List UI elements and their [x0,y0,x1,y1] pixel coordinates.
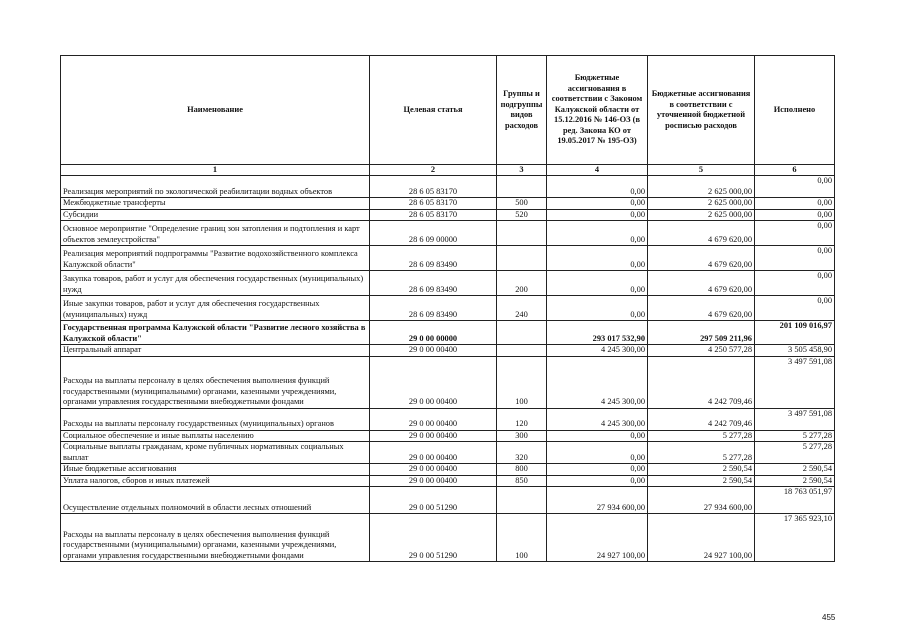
row-refined-amount: 24 927 100,00 [648,514,755,562]
header-target-article: Целевая статья [370,56,497,165]
row-refined-amount: 2 590,54 [648,464,755,476]
row-refined-amount: 297 509 211,96 [648,321,755,345]
row-name: Осуществление отдельных полномочий в области лесных отношений [61,487,370,514]
header-refined-allocations: Бюджетные ассигнования в соответствии с уточненной бюджетной росписью расходов [648,56,755,165]
row-name: Социальные выплаты гражданам, кроме публичных нормативных социальных выплат [61,442,370,464]
row-name: Межбюджетные трансферты [61,198,370,210]
row-name: Реализация мероприятий подпрограммы "Развитие водохозяйственного комплекса Калужской области" [61,246,370,271]
table-row [61,246,835,271]
column-number: 3 [497,165,547,176]
row-law-amount: 4 245 300,00 [547,408,648,430]
table-body [61,176,835,562]
row-refined-amount: 4 242 709,46 [648,356,755,408]
row-expense-group: 100 [497,356,547,408]
row-name: Расходы на выплаты персоналу государственных (муниципальных) органов [61,408,370,430]
table-row [61,487,835,514]
row-law-amount: 293 017 532,90 [547,321,648,345]
row-target-article: 28 6 05 83170 [370,198,497,210]
row-executed-amount: 0,00 [755,198,835,210]
column-number: 6 [755,165,835,176]
row-target-article: 28 6 09 83490 [370,271,497,296]
row-refined-amount: 4 250 577,28 [648,345,755,357]
row-name: Государственная программа Калужской области "Развитие лесного хозяйства в Калужской области" [61,321,370,345]
row-executed-amount: 3 497 591,08 [755,408,835,430]
row-law-amount: 0,00 [547,198,648,210]
row-expense-group [497,246,547,271]
row-expense-group [497,321,547,345]
row-target-article: 28 6 05 83170 [370,209,497,221]
row-name: Расходы на выплаты персоналу в целях обеспечения выполнения функций государственными (муниципальными) органами, казенными учреждениями, органами управления государственными внебюджетными фондами [61,356,370,408]
row-name: Реализация мероприятий по экологической реабилитации водных объектов [61,176,370,198]
row-name: Уплата налогов, сборов и иных платежей [61,475,370,487]
row-target-article: 29 0 00 00400 [370,464,497,476]
table-row [61,296,835,321]
row-law-amount: 0,00 [547,221,648,246]
row-law-amount: 0,00 [547,475,648,487]
row-expense-group [497,345,547,357]
row-name: Расходы на выплаты персоналу в целях обеспечения выполнения функций государственными (муниципальными) органами, казенными учреждениями, органами управления государственными внебюджетными фондами [61,514,370,562]
column-number: 2 [370,165,497,176]
row-target-article: 29 0 00 00400 [370,430,497,442]
row-target-article: 29 0 00 51290 [370,487,497,514]
row-refined-amount: 4 679 620,00 [648,296,755,321]
row-executed-amount: 3 505 458,90 [755,345,835,357]
row-target-article: 29 0 00 00400 [370,442,497,464]
row-refined-amount: 2 590,54 [648,475,755,487]
row-target-article: 29 0 00 00400 [370,356,497,408]
row-name: Центральный аппарат [61,345,370,357]
row-refined-amount: 2 625 000,00 [648,176,755,198]
table-row [61,475,835,487]
table-row [61,464,835,476]
row-law-amount: 0,00 [547,209,648,221]
row-target-article: 29 0 00 00000 [370,321,497,345]
header-name: Наименование [61,56,370,165]
row-law-amount: 4 245 300,00 [547,356,648,408]
table-row [61,442,835,464]
row-target-article: 28 6 05 83170 [370,176,497,198]
budget-table [60,55,835,562]
row-executed-amount: 201 109 016,97 [755,321,835,345]
row-executed-amount: 0,00 [755,296,835,321]
row-expense-group: 850 [497,475,547,487]
row-target-article: 29 0 00 00400 [370,345,497,357]
row-target-article: 28 6 09 83490 [370,296,497,321]
table-row [61,321,835,345]
row-name: Социальное обеспечение и иные выплаты населению [61,430,370,442]
row-target-article: 28 6 09 00000 [370,221,497,246]
row-executed-amount: 0,00 [755,176,835,198]
row-expense-group: 800 [497,464,547,476]
table-row [61,514,835,562]
row-expense-group: 100 [497,514,547,562]
row-law-amount: 0,00 [547,442,648,464]
table-row [61,209,835,221]
row-refined-amount: 4 242 709,46 [648,408,755,430]
row-target-article: 28 6 09 83490 [370,246,497,271]
table-row [61,430,835,442]
row-refined-amount: 2 625 000,00 [648,209,755,221]
row-expense-group: 120 [497,408,547,430]
row-refined-amount: 2 625 000,00 [648,198,755,210]
header-executed: Исполнено [755,56,835,165]
page-number: 455 [822,613,836,622]
row-executed-amount: 3 497 591,08 [755,356,835,408]
row-expense-group: 200 [497,271,547,296]
row-name: Субсидии [61,209,370,221]
row-executed-amount: 5 277,28 [755,442,835,464]
row-law-amount: 0,00 [547,464,648,476]
row-executed-amount: 17 365 923,10 [755,514,835,562]
row-refined-amount: 4 679 620,00 [648,221,755,246]
row-expense-group [497,176,547,198]
column-number: 1 [61,165,370,176]
table-row [61,345,835,357]
row-expense-group: 300 [497,430,547,442]
row-law-amount: 0,00 [547,271,648,296]
row-executed-amount: 0,00 [755,271,835,296]
row-law-amount: 0,00 [547,296,648,321]
row-refined-amount: 4 679 620,00 [648,271,755,296]
row-expense-group [497,221,547,246]
table-row [61,356,835,408]
row-target-article: 29 0 00 51290 [370,514,497,562]
row-executed-amount: 0,00 [755,246,835,271]
column-number: 4 [547,165,648,176]
row-name: Закупка товаров, работ и услуг для обеспечения государственных (муниципальных) нужд [61,271,370,296]
header-law-allocations: Бюджетные ассигнования в соответствии с Законом Калужской области от 15.12.2016 № 146-ОЗ (в ред. Закона КО от 19.05.2017 № 195-ОЗ) [547,56,648,165]
row-expense-group: 520 [497,209,547,221]
row-executed-amount: 5 277,28 [755,430,835,442]
row-executed-amount: 18 763 051,97 [755,487,835,514]
row-law-amount: 4 245 300,00 [547,345,648,357]
table-row [61,176,835,198]
row-expense-group: 320 [497,442,547,464]
table-header-row [61,56,835,165]
row-expense-group: 240 [497,296,547,321]
row-law-amount: 24 927 100,00 [547,514,648,562]
column-number-row [61,165,835,176]
row-expense-group: 500 [497,198,547,210]
table-row [61,221,835,246]
table-row [61,408,835,430]
row-name: Основное мероприятие "Определение границ зон затопления и подтопления и карт объектов землеустройства" [61,221,370,246]
row-target-article: 29 0 00 00400 [370,408,497,430]
row-law-amount: 0,00 [547,246,648,271]
row-refined-amount: 5 277,28 [648,430,755,442]
row-target-article: 29 0 00 00400 [370,475,497,487]
row-expense-group [497,487,547,514]
row-executed-amount: 2 590,54 [755,475,835,487]
row-name: Иные закупки товаров, работ и услуг для обеспечения государственных (муниципальных) нужд [61,296,370,321]
row-executed-amount: 0,00 [755,221,835,246]
column-number: 5 [648,165,755,176]
row-refined-amount: 27 934 600,00 [648,487,755,514]
row-refined-amount: 4 679 620,00 [648,246,755,271]
row-law-amount: 0,00 [547,176,648,198]
row-law-amount: 27 934 600,00 [547,487,648,514]
row-law-amount: 0,00 [547,430,648,442]
row-executed-amount: 2 590,54 [755,464,835,476]
header-expense-groups: Группы и подгруппы видов расходов [497,56,547,165]
table-row [61,271,835,296]
row-executed-amount: 0,00 [755,209,835,221]
row-refined-amount: 5 277,28 [648,442,755,464]
row-name: Иные бюджетные ассигнования [61,464,370,476]
table-row [61,198,835,210]
